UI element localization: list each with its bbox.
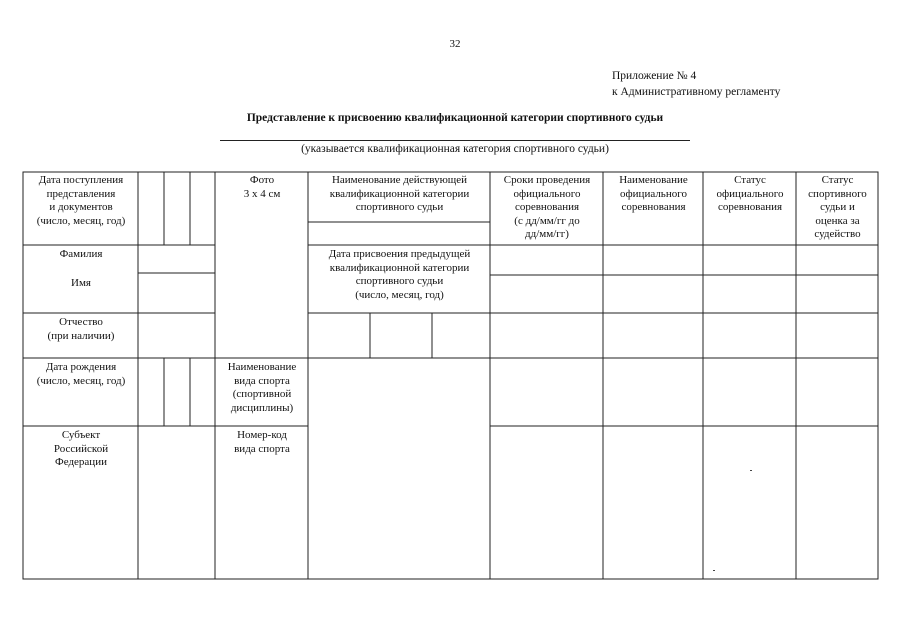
current-category-field[interactable] [309,223,489,244]
surname-label: Фамилия [59,248,103,260]
birth-date-label: Дата рождения (число, месяц, год) [36,361,126,387]
name-label: Имя [71,277,91,289]
appendix-reference [612,68,780,100]
category-hint: (указывается квалификационная категория спортивного судьи) [301,143,609,155]
region-label: Субъект Российской Федерации [53,429,109,468]
surname-field[interactable] [139,246,214,272]
sport-code-field[interactable] [309,427,489,578]
competition-name-label: Наименование официального соревнования [619,174,688,213]
name-field[interactable] [139,274,214,312]
judge-status-label: Статус спортивного судьи и оценка за судейство [808,174,867,240]
sport-name-label: Наименование вида спорта (спортивной дисциплины) [227,361,297,414]
appendix-line-1: Приложение № 4 [612,70,697,82]
sport-code-label: Номер-код вида спорта [234,429,290,455]
patronymic-field[interactable] [139,314,214,357]
competition-status-label: Статус официального соревнования [716,174,784,213]
region-field[interactable] [139,427,214,578]
photo-label: Фото 3 х 4 см [243,174,281,200]
competition-dates-label: Сроки проведения официального соревнования (с дд/мм/гг до дд/мм/гг) [503,174,591,240]
current-category-label: Наименование действующей квалификационной категории спортивного судьи [329,174,470,213]
appendix-line-2: к Административному регламенту [612,86,781,98]
receipt-date-label: Дата поступления представления и документов (число, месяц, год) [36,174,126,227]
scan-speck [750,470,752,471]
scan-speck [713,570,715,571]
page-number: 32 [449,38,461,50]
sport-name-field[interactable] [309,359,489,425]
document-title: Представление к присвоению квалификационной категории спортивного судьи [246,112,664,124]
photo-area[interactable] [216,204,307,357]
patronymic-label: Отчество (при наличии) [47,316,115,342]
previous-category-date-label: Дата присвоения предыдущей квалификационной категории спортивного судьи (число, месяц, год) [328,248,471,301]
category-fill-line[interactable] [220,140,690,141]
